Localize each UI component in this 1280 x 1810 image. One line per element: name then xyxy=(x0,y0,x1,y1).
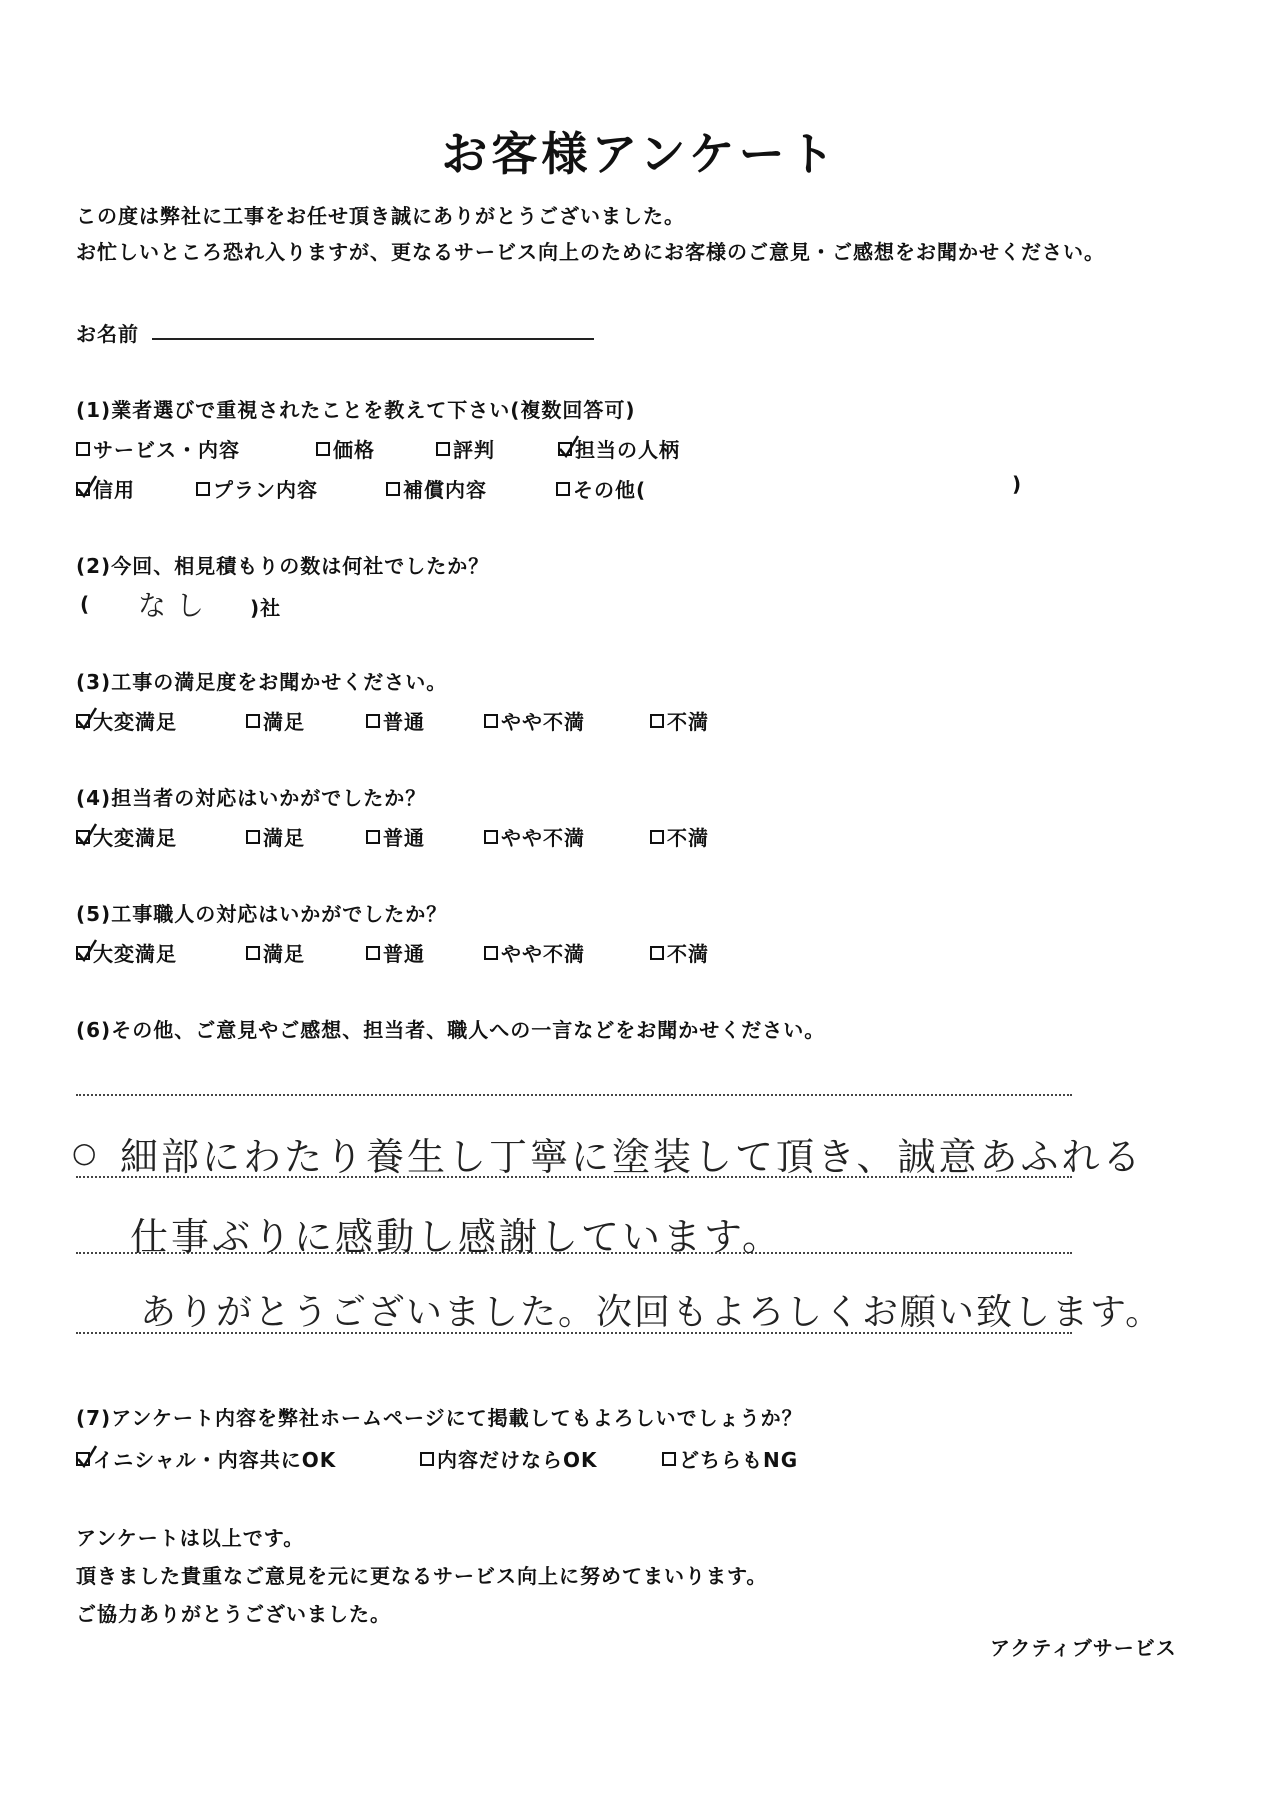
q4-option-neutral[interactable] xyxy=(366,822,425,851)
option-label: 満足 xyxy=(263,942,305,966)
checkbox[interactable] xyxy=(484,714,498,728)
q2-open-paren: ( xyxy=(80,592,91,616)
checkmark-icon xyxy=(76,474,98,500)
q2-label: (2)今回、相見積もりの数は何社でしたか？ xyxy=(76,554,490,578)
checkmark-icon xyxy=(76,706,98,732)
option-label: 満足 xyxy=(263,826,305,850)
q4-option-somewhat-dissatisfied[interactable] xyxy=(484,822,585,851)
name-label: お名前 xyxy=(76,322,139,346)
checkbox[interactable] xyxy=(366,830,380,844)
checkbox[interactable] xyxy=(484,830,498,844)
comment-line-2[interactable]: 仕事ぶりに感動し感謝しています。 xyxy=(130,1215,783,1259)
option-label: 満足 xyxy=(263,710,305,734)
checkmark-icon xyxy=(76,822,98,848)
q1-option-personality[interactable] xyxy=(558,434,680,463)
option-label: やや不満 xyxy=(501,826,585,850)
intro-line-2: お忙しいところ恐れ入りますが、更なるサービス向上のためにお客様のご意見・ご感想をお聞かせください。 xyxy=(76,240,1105,264)
q5-label: (5)工事職人の対応はいかがでしたか？ xyxy=(76,902,448,926)
option-label: 不満 xyxy=(667,710,709,734)
comment-line-3[interactable]: ありがとうございました。次回もよろしくお願い致します。 xyxy=(140,1292,1164,1333)
checkbox-checked[interactable] xyxy=(76,830,90,844)
checkbox-checked[interactable] xyxy=(76,714,90,728)
checkbox[interactable] xyxy=(386,482,400,496)
survey-title: お客様アンケート xyxy=(441,127,839,181)
checkbox[interactable] xyxy=(662,1452,676,1466)
q3-option-somewhat-dissatisfied[interactable] xyxy=(484,706,585,735)
checkbox[interactable] xyxy=(246,714,260,728)
checkbox[interactable] xyxy=(650,830,664,844)
option-label: 不満 xyxy=(667,826,709,850)
checkbox[interactable] xyxy=(484,946,498,960)
option-label: サービス・内容 xyxy=(93,438,240,462)
q2-suffix: )社 xyxy=(250,596,282,620)
checkbox[interactable] xyxy=(316,442,330,456)
q3-option-dissatisfied[interactable] xyxy=(650,706,709,735)
checkbox[interactable] xyxy=(76,442,90,456)
checkbox[interactable] xyxy=(196,482,210,496)
q1-option-trust[interactable] xyxy=(76,474,135,503)
option-label: 普通 xyxy=(383,710,425,734)
checkbox[interactable] xyxy=(420,1452,434,1466)
q1-option-service[interactable] xyxy=(76,434,240,463)
q3-option-neutral[interactable] xyxy=(366,706,425,735)
option-label: 大変満足 xyxy=(93,942,177,966)
checkbox[interactable] xyxy=(650,946,664,960)
option-label: 担当の人柄 xyxy=(575,438,680,462)
q4-option-dissatisfied[interactable] xyxy=(650,822,709,851)
option-label: やや不満 xyxy=(501,942,585,966)
q2-answer[interactable]: なし xyxy=(138,589,215,622)
q6-label: (6)その他、ご意見やご感想、担当者、職人への一言などをお聞かせください。 xyxy=(76,1018,826,1042)
name-field-line[interactable] xyxy=(152,338,594,340)
checkbox-checked[interactable] xyxy=(76,1452,90,1466)
comment-line-1[interactable]: 細部にわたり養生し丁寧に塗装して頂き、誠意あふれる xyxy=(120,1135,1144,1179)
q4-option-very-satisfied[interactable] xyxy=(76,822,177,851)
checkbox[interactable] xyxy=(366,714,380,728)
checkbox[interactable] xyxy=(650,714,664,728)
closing-line-2: 頂きました貴重なご意見を元に更なるサービス向上に努めてまいります。 xyxy=(76,1564,768,1588)
q5-option-neutral[interactable] xyxy=(366,938,425,967)
checkmark-icon xyxy=(76,938,98,964)
checkbox-checked[interactable] xyxy=(558,442,572,456)
q5-option-somewhat-dissatisfied[interactable] xyxy=(484,938,585,967)
option-label: その他( xyxy=(573,478,647,502)
option-label: イニシャル・内容共にOK xyxy=(93,1448,337,1472)
option-label: 不満 xyxy=(667,942,709,966)
q1-option-other[interactable] xyxy=(556,474,646,503)
q4-label: (4)担当者の対応はいかがでしたか？ xyxy=(76,786,427,810)
q1-option-plan[interactable] xyxy=(196,474,318,503)
checkmark-icon xyxy=(558,434,580,460)
option-label: やや不満 xyxy=(501,710,585,734)
option-label: 大変満足 xyxy=(93,710,177,734)
option-label: 補償内容 xyxy=(403,478,487,502)
q1-other-close: ) xyxy=(1012,472,1023,496)
option-label: プラン内容 xyxy=(213,478,318,502)
option-label: 大変満足 xyxy=(93,826,177,850)
comment-bullet: ○ xyxy=(72,1136,97,1169)
intro-line-1: この度は弊社に工事をお任せ頂き誠にありがとうございました。 xyxy=(76,204,685,228)
option-label: 評判 xyxy=(453,438,495,462)
checkbox[interactable] xyxy=(246,946,260,960)
option-label: 信用 xyxy=(93,478,135,502)
q5-option-dissatisfied[interactable] xyxy=(650,938,709,967)
comment-rule xyxy=(76,1094,1072,1096)
option-label: どちらもNG xyxy=(679,1448,799,1472)
closing-line-3: ご協力ありがとうございました。 xyxy=(76,1602,391,1626)
q7-label: (7)アンケート内容を弊社ホームページにて掲載してもよろしいでしょうか？ xyxy=(76,1406,803,1430)
q3-option-very-satisfied[interactable] xyxy=(76,706,177,735)
checkbox-checked[interactable] xyxy=(76,482,90,496)
closing-line-1: アンケートは以上です。 xyxy=(76,1526,305,1550)
checkmark-icon xyxy=(76,1444,98,1470)
company-name: アクティブサービス xyxy=(990,1636,1177,1660)
option-label: 普通 xyxy=(383,942,425,966)
checkbox[interactable] xyxy=(436,442,450,456)
option-label: 内容だけならOK xyxy=(437,1448,598,1472)
q3-label: (3)工事の満足度をお聞かせください。 xyxy=(76,670,448,694)
checkbox[interactable] xyxy=(556,482,570,496)
option-label: 普通 xyxy=(383,826,425,850)
q7-option-initial-and-content-ok[interactable] xyxy=(76,1444,336,1473)
q1-label: (1)業者選びで重視されたことを教えて下さい(複数回答可) xyxy=(76,398,636,422)
q4-option-satisfied[interactable] xyxy=(246,822,305,851)
q7-option-neither-ng[interactable] xyxy=(662,1444,798,1473)
checkbox[interactable] xyxy=(366,946,380,960)
q1-option-price[interactable] xyxy=(316,434,375,463)
q5-option-very-satisfied[interactable] xyxy=(76,938,177,967)
q1-option-compensation[interactable] xyxy=(386,474,487,503)
q1-option-reputation[interactable] xyxy=(436,434,495,463)
checkbox[interactable] xyxy=(246,830,260,844)
q5-option-satisfied[interactable] xyxy=(246,938,305,967)
q3-option-satisfied[interactable] xyxy=(246,706,305,735)
q7-option-content-only-ok[interactable] xyxy=(420,1444,598,1473)
checkbox-checked[interactable] xyxy=(76,946,90,960)
option-label: 価格 xyxy=(333,438,375,462)
